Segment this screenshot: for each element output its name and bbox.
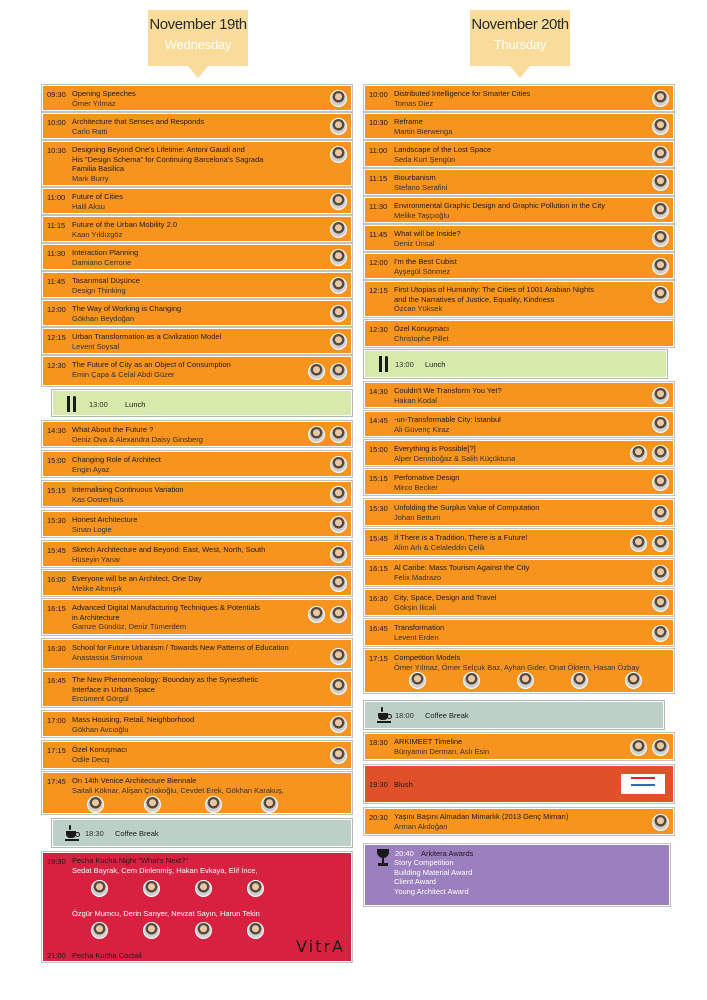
session-time: 16:30 <box>369 594 388 603</box>
speaker-photo-icon <box>91 922 108 939</box>
speaker-photo-icon <box>652 739 669 756</box>
lunch-time: 13:00 <box>89 400 108 409</box>
session-title: Environmental Graphic Design and Graphic Pollution in the City <box>394 201 605 210</box>
speaker-photo-icon <box>652 286 669 303</box>
session-time: 14:30 <box>47 426 66 435</box>
session-d2-1530[interactable] <box>364 499 674 526</box>
speaker-photo-icon <box>330 363 347 380</box>
session-d2-1645[interactable] <box>364 619 674 646</box>
session-title: Couldn't We Transform You Yet? <box>394 386 502 395</box>
speaker-photo-icon <box>652 445 669 462</box>
speaker-photo-icon <box>308 426 325 443</box>
speaker-photo-icon <box>330 716 347 733</box>
session-d2-1500[interactable] <box>364 440 674 466</box>
session-time: 14:30 <box>369 387 388 396</box>
session-time: 19:30 <box>369 780 388 789</box>
session-time: 12:30 <box>369 325 388 334</box>
session-time: 15:15 <box>47 486 66 495</box>
day1-date: November 19th <box>149 16 247 33</box>
session-speaker: Design Thinking <box>72 285 126 295</box>
session-d1-0930[interactable] <box>42 85 352 111</box>
speaker-photo-icon <box>330 277 347 294</box>
session-title: Designing Beyond One's Lifetime: Antoni Gaudí and <box>72 145 245 154</box>
session-speaker: Ayşegül Sönmez <box>394 266 451 276</box>
session-title: Sketch Architecture and Beyond: East, West, North, South <box>72 545 266 554</box>
session-speaker: Kas Oosterhuis <box>72 494 124 504</box>
session-speaker: Mirco Becker <box>394 482 438 492</box>
speaker-photo-icon <box>330 333 347 350</box>
speaker-photo-icon <box>195 922 212 939</box>
speaker-photo-icon <box>195 880 212 897</box>
speaker-photo-icon <box>308 363 325 380</box>
session-speaker: Melike Altınışık <box>72 583 123 593</box>
session-d1-1645[interactable] <box>42 671 352 707</box>
speaker-photo-icon <box>91 880 108 897</box>
session-title: Özel Konuşmacı <box>394 324 450 333</box>
speaker-photo-icon <box>330 546 347 563</box>
session-time: 12:30 <box>47 361 66 370</box>
session-title: Future of Cities <box>72 192 123 201</box>
session-title: Future of the Urban Mobility 2.0 <box>72 220 178 229</box>
session-speaker: Saitali Köknar, Alişan Çırakoğlu, Cevdet Erek, Gökhan Karakuş, <box>72 785 284 795</box>
session-title: Yaşını Başını Almadan Mimarlık (2013 Genç Mimarı) <box>394 812 569 821</box>
speaker-photo-icon <box>630 739 647 756</box>
speaker-photo-icon <box>247 880 264 897</box>
speaker-photo-icon <box>261 796 278 813</box>
session-time: 17:45 <box>47 777 66 786</box>
award-list <box>394 858 472 896</box>
session-time: 11:45 <box>369 230 388 239</box>
speaker-photo-icon <box>330 249 347 266</box>
speaker-photo-icon <box>625 672 642 689</box>
session-time: 16:30 <box>47 644 66 653</box>
session-time: 12:15 <box>47 333 66 342</box>
blush-session[interactable] <box>364 765 674 803</box>
session-speaker: Halil Aksu <box>72 201 105 211</box>
session-d1-1600[interactable] <box>42 570 352 596</box>
speaker-photo-icon <box>652 565 669 582</box>
speaker-photo-icon <box>517 672 534 689</box>
session-time: 16:00 <box>47 575 66 584</box>
session-title: Al Caribe: Mass Tourism Against the City <box>394 563 530 572</box>
session-d1-1530[interactable] <box>42 511 352 537</box>
session-time: 15:45 <box>47 546 66 555</box>
award-item: Story Competition <box>394 858 454 867</box>
session-speaker: Damiano Cerrone <box>72 257 132 267</box>
coffee-break-d2 <box>364 701 664 729</box>
session-time: 15:00 <box>369 445 388 454</box>
session-speaker: Alper Derinboğaz & Salih Küçüktuna <box>394 453 516 463</box>
session-speaker: Odile Decq <box>72 754 110 764</box>
session-title: On 14th Venice Architecture Biennale <box>72 776 197 785</box>
session-speaker: Engin Ayaz <box>72 464 110 474</box>
speaker-photo-icon <box>330 575 347 592</box>
session-time: 17:15 <box>47 746 66 755</box>
session-d1-1030[interactable] <box>42 141 352 186</box>
session-speaker: Seda Kurt Şengün <box>394 154 456 164</box>
session-time: 20:40 <box>395 849 414 858</box>
day2-header <box>470 10 570 66</box>
day2-weekday: Thursday <box>493 37 547 52</box>
session-speaker: Levent Erden <box>394 632 439 642</box>
session-title: The Future of City as an Object of Consumption <box>72 360 231 369</box>
session-d2-1715[interactable] <box>364 649 674 693</box>
session-d1-1145[interactable] <box>42 272 352 298</box>
session-time: 10:00 <box>369 90 388 99</box>
session-speaker: Deniz Ova & Alexandra Daisy Ginsberg <box>72 434 203 444</box>
session-d1-1215[interactable] <box>42 328 352 354</box>
session-title: Perfomative Design <box>394 473 460 482</box>
session-d2-1000[interactable] <box>364 85 674 111</box>
session-d2-1215[interactable] <box>364 281 674 317</box>
session-d1-1545[interactable] <box>42 541 352 567</box>
speaker-photo-icon <box>330 648 347 665</box>
session-time: 16:15 <box>369 564 388 573</box>
speaker-photo-icon <box>330 486 347 503</box>
day1-header <box>148 10 248 66</box>
session-title-line3: Familia Basilica <box>72 164 125 173</box>
session-time: 12:00 <box>369 258 388 267</box>
speaker-photo-icon <box>652 90 669 107</box>
session-title: If There is a Tradition, There is a Future! <box>394 533 528 542</box>
session-d2-1115[interactable] <box>364 169 674 195</box>
session-speaker: Felix Madrazo <box>394 572 442 582</box>
session-speaker: Christophe Pillet <box>394 333 449 343</box>
session-speaker: Carlo Ratti <box>72 126 108 136</box>
session-time: 10:00 <box>47 118 66 127</box>
lunch-break-d2 <box>364 350 667 378</box>
speaker-photo-icon <box>330 305 347 322</box>
session-d1-1000[interactable] <box>42 113 352 139</box>
session-title-line2: in Architecture <box>72 612 120 622</box>
coffee-label: Coffee Break <box>115 829 159 838</box>
session-title: Opening Speeches <box>72 89 136 98</box>
speaker-photo-icon <box>330 193 347 210</box>
lunch-label: Lunch <box>425 360 446 369</box>
session-speaker: Deniz Ünsal <box>394 238 435 248</box>
session-d1-1230[interactable] <box>42 356 352 386</box>
session-time: 11:30 <box>369 202 388 211</box>
session-speaker: Ömer Yılmaz, Ömer Selçuk Baz, Ayhan Gider, Onat Öktem, Hasan Özbay <box>394 662 640 672</box>
session-time: 15:30 <box>47 516 66 525</box>
pecha-kucha-night[interactable] <box>42 852 352 962</box>
session-d2-1430[interactable] <box>364 382 674 408</box>
session-title: Biourbanism <box>394 173 436 182</box>
session-title: First Utopias of Humanity: The Cities of 1001 Arabian Nights <box>394 285 594 294</box>
speaker-photo-icon <box>652 118 669 135</box>
session-speaker: Hakan Kodal <box>394 395 437 405</box>
session-speaker: Gökşin İlicali <box>394 602 437 612</box>
session-d1-1430[interactable] <box>42 421 352 447</box>
session-speaker: Alim Arlı & Celaleddin Çelik <box>394 542 485 552</box>
speaker-photo-icon <box>330 516 347 533</box>
speaker-photo-icon <box>330 426 347 443</box>
session-title: City, Space, Design and Travel <box>394 593 497 602</box>
session-title-line2: Interface in Urban Space <box>72 684 155 694</box>
session-d2-1445[interactable] <box>364 411 674 437</box>
vitra-logo: VitrA <box>296 937 345 956</box>
session-time: 09:30 <box>47 90 66 99</box>
fork-knife-icon <box>377 356 391 372</box>
session-title: I'm the Best Cubist <box>394 257 457 266</box>
session-time: 17:15 <box>369 654 388 663</box>
day1-weekday: Wednesday <box>164 37 232 52</box>
session-title: Internalising Continuous Variation <box>72 485 184 494</box>
session-speaker: Emin Çapa & Celal Abdi Güzer <box>72 369 175 379</box>
session-time: 18:30 <box>369 738 388 747</box>
session-speaker: Kaan Yıldızgöz <box>72 229 123 239</box>
speaker-photo-icon <box>652 258 669 275</box>
speaker-photo-icon <box>652 595 669 612</box>
session-time: 15:15 <box>369 474 388 483</box>
session-title: The New Phenomenology: Boundary as the Synesthetic <box>72 675 258 684</box>
session-time: 16:45 <box>369 624 388 633</box>
speaker-photo-icon <box>330 221 347 238</box>
session-speaker: Arman Akdoğan <box>394 821 448 831</box>
session-speaker: Sinan Logie <box>72 524 112 534</box>
session-title: Özel Konuşmacı <box>72 745 128 754</box>
session-speaker: Ömer Yılmaz <box>72 98 116 108</box>
session-time: 16:45 <box>47 676 66 685</box>
session-title: School for Future Urbanism / Towards New Patterns of Education <box>72 643 289 652</box>
session-d1-1615[interactable] <box>42 599 352 635</box>
session-speaker: Sedat Bayrak, Cem Dinlenmiş, Hakan Evkaya, Elif İnce, <box>72 865 258 875</box>
session-time: 16:15 <box>47 604 66 613</box>
coffee-label: Coffee Break <box>425 711 469 720</box>
session-speaker: Hüseyin Yanar <box>72 554 121 564</box>
speaker-photo-icon <box>143 922 160 939</box>
coffee-time: 18:30 <box>85 829 104 838</box>
session-d1-1115[interactable] <box>42 216 352 242</box>
session-speaker: Levent Soysal <box>72 341 120 351</box>
speaker-photo-icon <box>652 535 669 552</box>
session-speaker: Bünyamin Derman, Aslı Esin <box>394 746 490 756</box>
session-time: 15:30 <box>369 504 388 513</box>
day2-date: November 20th <box>471 16 569 33</box>
speaker-photo-icon <box>330 606 347 623</box>
speaker-photo-icon <box>652 814 669 831</box>
session-time: 11:00 <box>369 146 388 155</box>
session-title: Urban Transformation as a Civilization Model <box>72 332 222 341</box>
session-time: 11:00 <box>47 193 66 202</box>
session-speaker: Stefano Serafini <box>394 182 448 192</box>
session-time: 11:15 <box>369 174 388 183</box>
session-title: Mass Housing, Retail, Neighborhood <box>72 715 195 724</box>
speaker-photo-icon <box>144 796 161 813</box>
session-time: 14:45 <box>369 416 388 425</box>
session-d1-1700[interactable] <box>42 711 352 737</box>
session-title: Changing Role of Architect <box>72 455 161 464</box>
session-title: Tasarımsal Düşünce <box>72 276 140 285</box>
session-title: Advanced Digital Manufacturing Techniques & Potentials <box>72 603 260 612</box>
session-time: 12:00 <box>47 305 66 314</box>
session-time: 11:30 <box>47 249 66 258</box>
session-d2-1130[interactable] <box>364 197 674 223</box>
coffee-cup-icon <box>377 707 391 723</box>
session-speaker: Özcan Yüksek <box>394 304 443 313</box>
speaker-photo-icon <box>330 146 347 163</box>
session-d1-1715[interactable] <box>42 741 352 769</box>
speaker-photo-icon <box>652 146 669 163</box>
session-d1-1500[interactable] <box>42 451 352 477</box>
session-speaker: Ali Güvenç Kiraz <box>394 424 450 434</box>
session-title-line2: His "Design Schema" for Continuing Barcelona's Sagrada <box>72 154 264 164</box>
speaker-photo-icon <box>409 672 426 689</box>
session-d1-1130[interactable] <box>42 244 352 270</box>
session-speaker: Johan Bettum <box>394 512 441 522</box>
speaker-photo-icon <box>330 118 347 135</box>
speaker-photo-icon <box>330 747 347 764</box>
session-d1-1515[interactable] <box>42 481 352 507</box>
sponsor-logo <box>621 774 665 794</box>
session-time: 11:45 <box>47 277 66 286</box>
session-title: Interaction Planning <box>72 248 139 257</box>
session-time: 19:30 <box>47 857 66 866</box>
speaker-photo-icon <box>652 505 669 522</box>
lunch-time: 13:00 <box>395 360 414 369</box>
coffee-break-d1 <box>52 819 352 847</box>
speaker-photo-icon <box>630 445 647 462</box>
session-title: Architecture that Senses and Responds <box>72 117 205 126</box>
session-time: 15:00 <box>47 456 66 465</box>
session-d2-1030[interactable] <box>364 113 674 139</box>
session-title: Reframe <box>394 117 423 126</box>
session-title: What About the Future ? <box>72 425 154 434</box>
trophy-icon <box>375 849 391 867</box>
session-time: 10:30 <box>47 146 66 155</box>
speaker-photo-icon <box>652 230 669 247</box>
award-item: Client Award <box>394 877 436 886</box>
session-speaker: Martin Bierwenga <box>394 126 453 136</box>
session-title: What will be Inside? <box>394 229 461 238</box>
session-time: 15:45 <box>369 534 388 543</box>
session-title: Competition Models <box>394 653 461 662</box>
session-speaker: Melike Taşçıoğlu <box>394 210 450 220</box>
speaker-photo-icon <box>463 672 480 689</box>
session-d2-1100[interactable] <box>364 141 674 167</box>
session-speaker: Anastassia Smirnova <box>72 652 143 662</box>
session-speaker: Gamze Gündüz, Deniz Tümerdem <box>72 622 187 631</box>
session-d2-1545[interactable] <box>364 529 674 556</box>
session-title: Everyone will be an Architect, One Day <box>72 574 202 583</box>
session-d1-1100[interactable] <box>42 188 352 214</box>
speaker-photo-icon <box>247 922 264 939</box>
speaker-photo-icon <box>143 880 160 897</box>
session-title: Honest Architecture <box>72 515 138 524</box>
speaker-photo-icon <box>630 535 647 552</box>
session-speaker: Gökhan Beydoğan <box>72 313 135 323</box>
session-d1-1745[interactable] <box>42 772 352 814</box>
session-title: Pecha Kucha Coctail <box>72 951 142 960</box>
session-speaker-line2: Özgür Mumcu, Derin Sarıyer, Nevzat Sayın, Harun Tekin <box>72 909 260 918</box>
lunch-break-d1 <box>52 390 352 416</box>
coffee-cup-icon <box>65 825 79 841</box>
session-d1-1630[interactable] <box>42 639 352 669</box>
session-d2-2030[interactable] <box>364 808 674 835</box>
session-d2-1515[interactable] <box>364 469 674 495</box>
speaker-photo-icon <box>87 796 104 813</box>
speaker-photo-icon <box>652 174 669 191</box>
speaker-photo-icon <box>571 672 588 689</box>
session-title: Landscape of the Lost Space <box>394 145 492 154</box>
fork-knife-icon <box>65 396 79 412</box>
session-title: Arkitera Awards <box>421 849 474 858</box>
speaker-photo-icon <box>652 474 669 491</box>
session-title: -un-Transformable City: Istanbul <box>394 415 501 424</box>
session-time: 12:15 <box>369 286 388 295</box>
session-d1-1200[interactable] <box>42 300 352 326</box>
lunch-label: Lunch <box>125 400 146 409</box>
session-time: 21:00 <box>47 951 66 960</box>
session-time: 17:00 <box>47 716 66 725</box>
session-d2-1630[interactable] <box>364 589 674 616</box>
session-d2-1200[interactable] <box>364 253 674 279</box>
session-time: 20:30 <box>369 813 388 822</box>
speaker-photo-icon <box>652 416 669 433</box>
award-item: Building Material Award <box>394 867 473 877</box>
speaker-photo-icon <box>652 202 669 219</box>
session-time: 11:15 <box>47 221 66 230</box>
session-d2-1830[interactable] <box>364 733 674 760</box>
session-title: Everything is Possible[?] <box>394 444 476 453</box>
session-time: 10:30 <box>369 118 388 127</box>
session-d2-1230[interactable] <box>364 320 674 347</box>
speaker-photo-icon <box>330 90 347 107</box>
speaker-photo-icon <box>205 796 222 813</box>
arkitera-awards[interactable] <box>364 844 670 906</box>
speaker-photo-icon <box>652 625 669 642</box>
session-title: Blush <box>394 780 413 789</box>
session-title: Pecha Kucha Night "What's Next?" <box>72 856 188 865</box>
session-d2-1145[interactable] <box>364 225 674 251</box>
speaker-photo-icon <box>652 387 669 404</box>
session-title-line2: and the Narratives of Justice, Equality, Kindness <box>394 294 555 304</box>
session-speaker: Tomas Diez <box>394 98 434 108</box>
speaker-photo-icon <box>330 678 347 695</box>
session-speaker: Gökhan Avcıoğlu <box>72 724 129 734</box>
session-d2-1615[interactable] <box>364 559 674 586</box>
session-title: Unfolding the Surplus Value of Computation <box>394 503 540 512</box>
award-item: Young Architect Award <box>394 886 469 896</box>
session-speaker: Mark Burry <box>72 173 109 183</box>
coffee-time: 18:00 <box>395 711 414 720</box>
session-title: Distributed Intelligence for Smarter Cities <box>394 89 531 98</box>
speaker-photo-icon <box>330 456 347 473</box>
session-speaker: Ercüment Görgül <box>72 694 129 703</box>
session-title: The Way of Working is Changing <box>72 304 182 313</box>
session-title: ARKIMEET Timeline <box>394 737 463 746</box>
speaker-photo-icon <box>308 606 325 623</box>
session-title: Transformation <box>394 623 445 632</box>
